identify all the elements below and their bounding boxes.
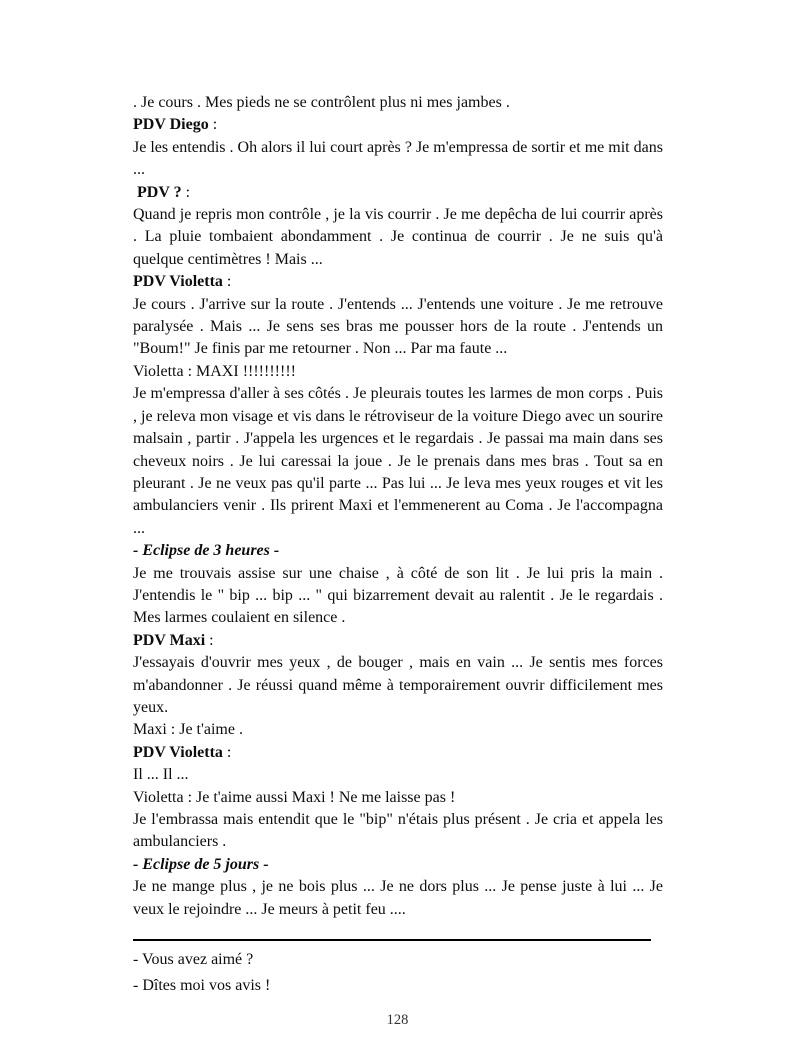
footer-notes bbox=[133, 947, 663, 999]
footer-note: - Vous avez aimé ? bbox=[133, 951, 254, 968]
pdv-label: PDV Diego bbox=[133, 116, 209, 134]
pdv-label: PDV ? bbox=[133, 183, 182, 201]
story-paragraph: Je me trouvais assise sur une chaise , à côté de son lit . Je lui pris la main . J'entendis le " bip ... bip ... " qui bizarrement devait au ralentit . Je le regardais . Mes larmes coulaient en silence . bbox=[133, 564, 663, 627]
story-paragraph: Quand je repris mon contrôle , je la vis courrir . Je me depêcha de lui courrir après . La pluie tombaient abondamment . Je continua de courrir . Je ne suis qu'à quelque centimètres ! Mais ... bbox=[133, 206, 663, 268]
story-content bbox=[133, 92, 663, 921]
pdv-suffix: : bbox=[205, 631, 214, 649]
story-paragraph: . Je cours . Mes pieds ne se contrôlent plus ni mes jambes . bbox=[133, 94, 510, 111]
pdv-label: PDV Maxi bbox=[133, 631, 206, 649]
page-number: 128 bbox=[386, 1012, 409, 1028]
section-divider bbox=[133, 939, 651, 941]
pdv-suffix: : bbox=[222, 273, 232, 291]
footer-block bbox=[133, 916, 663, 999]
pdv-heading bbox=[133, 182, 663, 204]
story-paragraph: Je cours . J'arrive sur la route . J'entends ... J'entends une voiture . Je me retrouve paralysée . Mais ... Je sens ses bras me pousser hors de la route . J'entends un "Boum!" Je finis par me retourner . Non ... Par ma faute ... bbox=[133, 295, 663, 358]
story-paragraph: Je les entendis . Oh alors il lui court après ? Je m'empressa de sortir et me mit dans ... bbox=[133, 138, 663, 179]
pdv-heading bbox=[133, 114, 663, 136]
story-paragraph: Je m'empressa d'aller à ses côtés . Je pleurais toutes les larmes de mon corps . Puis , je releva mon visage et vis dans le rétroviseur de la voiture Diego avec un sourire malsain , partir . J'appela les urgences et le regardais . Je passai ma main dans ses cheveux noirs . Je lui caressai la joue . Je le prenais dans mes bras . Tout sa en pleurant . Je ne veux pas qu'il parte ... Pas lui ... Je leva mes yeux rouges et vit les ambulanciers venir . Ils prirent Maxi et l'emmenerent au Coma . Je l'accompagna ... bbox=[133, 385, 663, 537]
pdv-suffix: : bbox=[222, 743, 232, 761]
pdv-heading bbox=[133, 271, 663, 293]
pdv-heading bbox=[133, 742, 663, 764]
story-paragraph: Il ... Il ... bbox=[133, 766, 189, 784]
eclipse-heading: - Eclipse de 5 jours - bbox=[133, 855, 269, 873]
pdv-suffix: : bbox=[208, 116, 218, 134]
pdv-label: PDV Violetta bbox=[133, 743, 223, 761]
eclipse-heading: - Eclipse de 3 heures - bbox=[133, 542, 280, 560]
story-paragraph: Violetta : Je t'aime aussi Maxi ! Ne me laisse pas ! bbox=[133, 788, 456, 806]
pdv-heading bbox=[133, 630, 663, 652]
story-paragraph: Violetta : MAXI !!!!!!!!!! bbox=[133, 362, 296, 380]
story-paragraph: Je ne mange plus , je ne bois plus ... Je ne dors plus ... Je pense juste à lui ... Je veux le rejoindre ... Je meurs à petit feu .... bbox=[133, 878, 663, 918]
story-paragraph: Je l'embrassa mais entendit que le "bip" n'étais plus présent . Je cria et appela les ambulanciers . bbox=[133, 811, 663, 851]
pdv-suffix: : bbox=[181, 183, 191, 201]
story-paragraph: J'essayais d'ouvrir mes yeux , de bouger , mais en vain ... Je sentis mes forces m'abandonner . Je réussi quand même à temporairement ouvrir difficilement mes yeux. bbox=[133, 654, 663, 716]
story-paragraph: Maxi : Je t'aime . bbox=[133, 721, 243, 739]
pdv-label: PDV Violetta bbox=[133, 273, 223, 291]
footer-note: - Dîtes moi vos avis ! bbox=[133, 977, 271, 994]
